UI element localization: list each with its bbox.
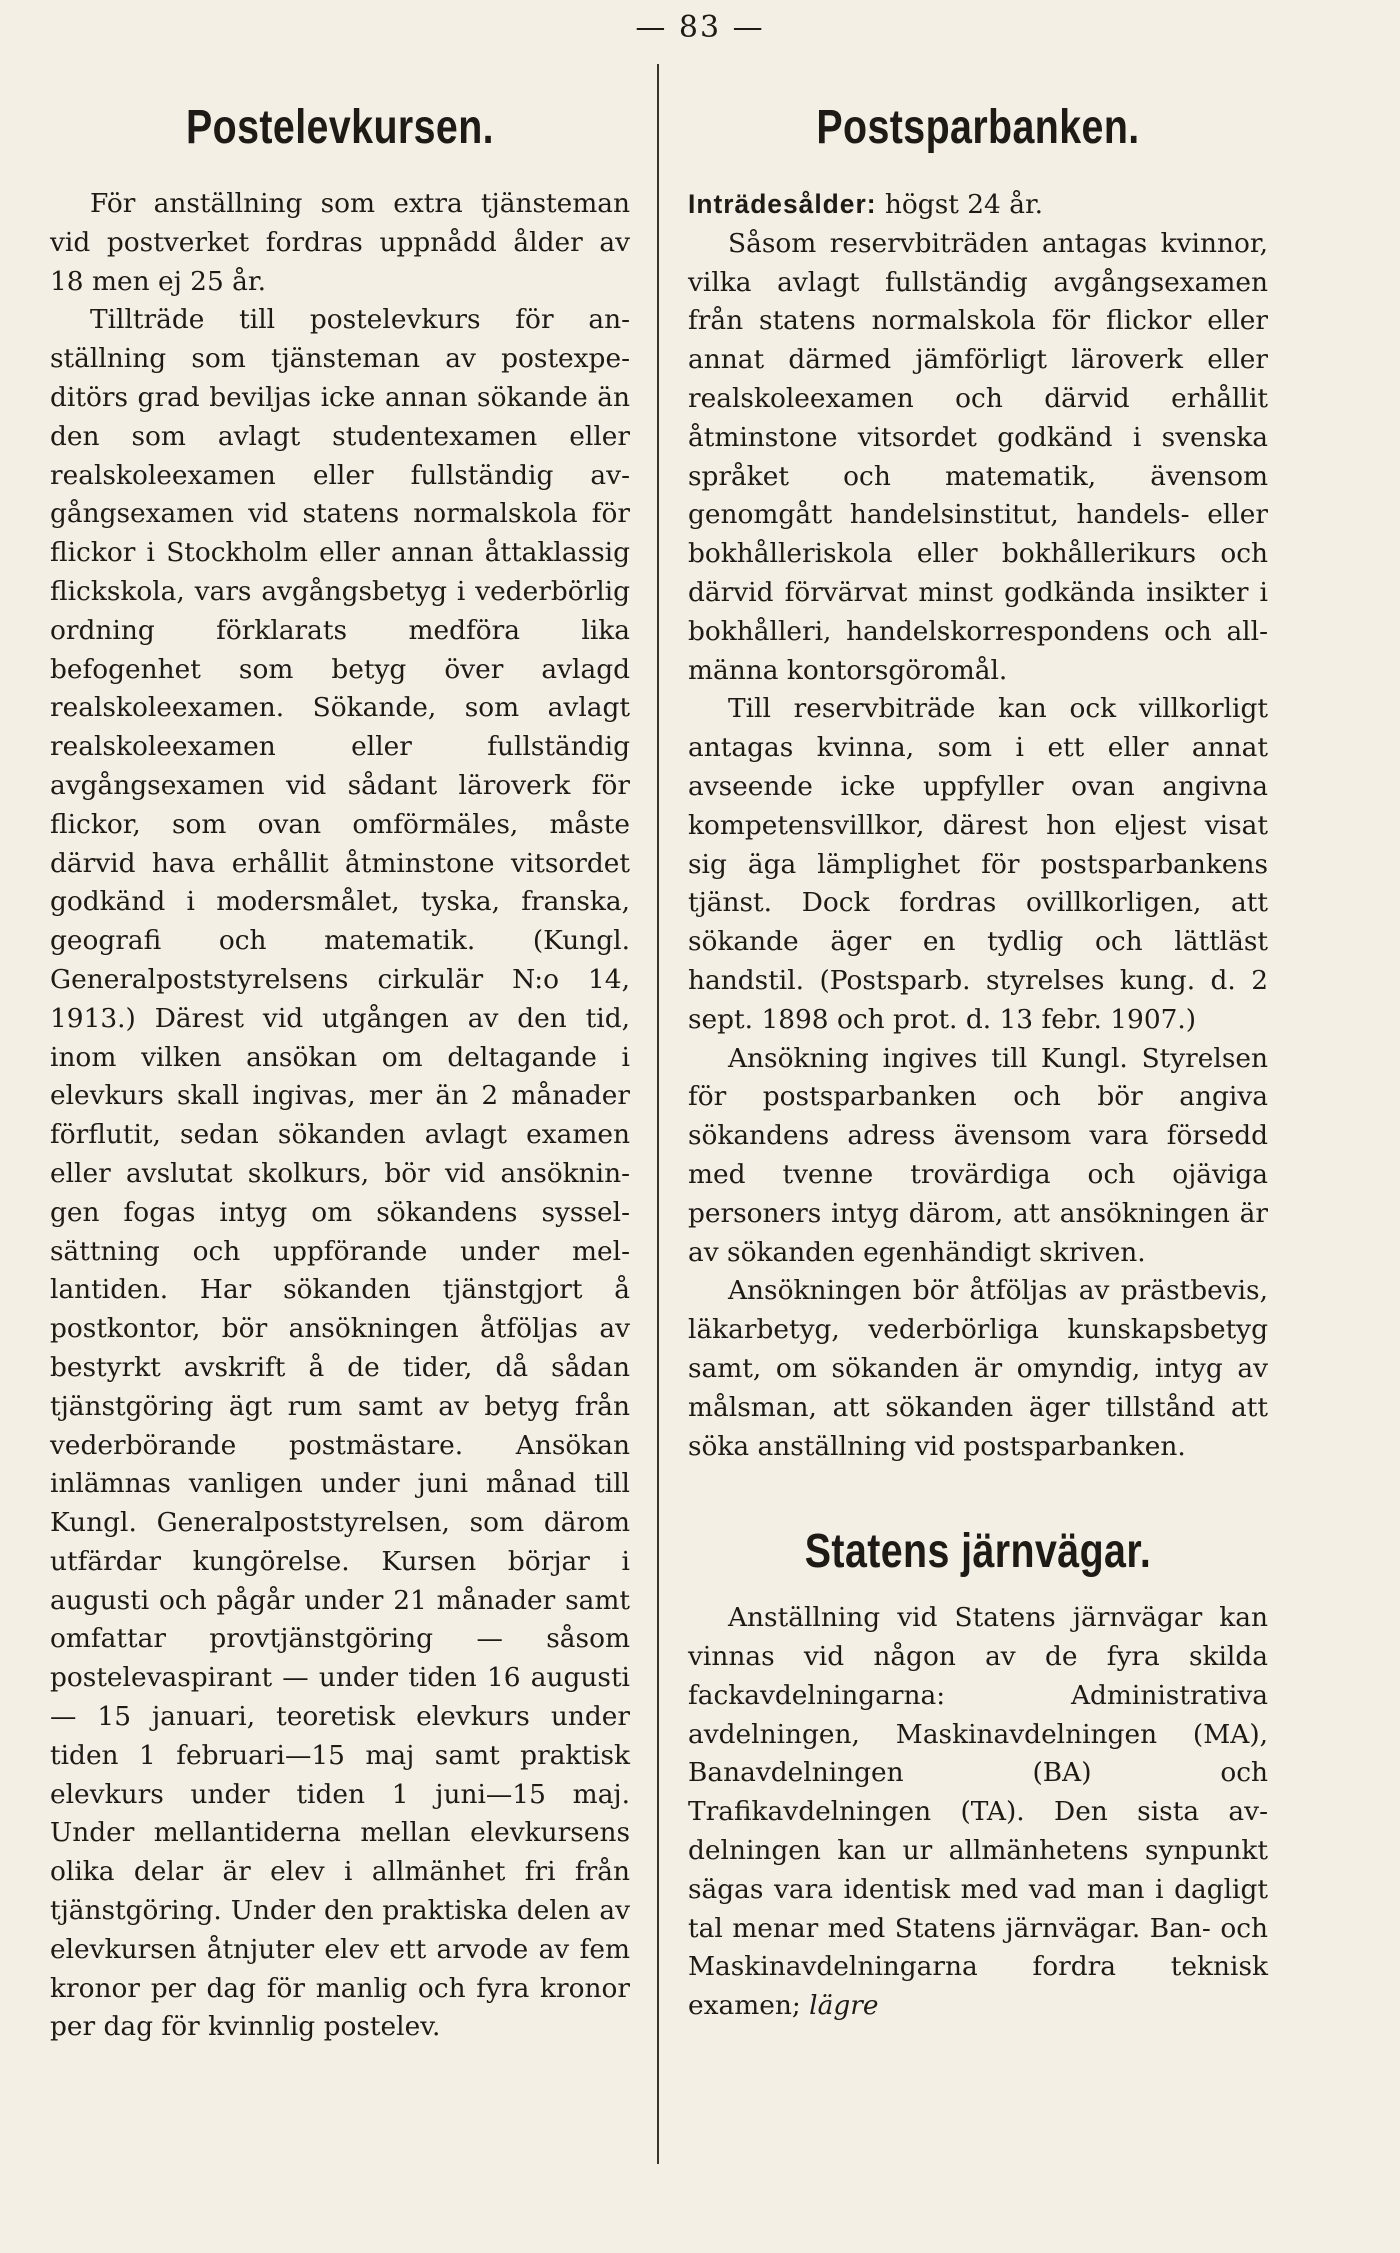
paragraph-railway-employment (688, 1599, 1268, 2026)
paragraph-conditional-admission: Till reservbiträde kan ock villkorligt antagas kvinna, som i ett eller annat avseende icke uppfyller ovan angivna kompetensvillkor, därest hon eljest visat sig äga lämplighet för postsparbankens tjänst. Dock fordras ovillkorligen, att sökande äger en tydlig och lättläst handstil. (Postsparb. styrelses kung. d. 2 sept. 1898 och prot. d. 13 febr. 1907.) (688, 693, 1268, 1035)
paragraph-eligibility: För anställning som extra tjänsteman vid postverket fordras uppnådd ålder av 18 men ej 25 år. (50, 188, 630, 297)
heading-statens-jarnvagar: Statens järnvägar. (804, 1525, 1152, 1579)
left-column (50, 100, 630, 2047)
heading-postelevkursen: Postelevkursen. (185, 101, 495, 154)
paragraph-attachments: Ansökningen bör åtföljas av prästbevis, läkarbetyg, vederbörliga kunskapsbetyg samt, om sökanden är omyndig, intyg av målsman, att sökanden äger tillstånd att söka anställning vid postsparbanken. (688, 1275, 1268, 1462)
paragraph-application: Ansökning ingives till Kungl. Styrelsen för postsparbanken och bör angiva sökandens adress ävensom vara försedd med tvenne trovärdiga och ojäviga personers intyg därom, att ansökningen är av sökanden egenhändigt skriven. (688, 1042, 1268, 1268)
heading-postsparbanken: Postsparbanken. (816, 101, 1140, 154)
paragraph-admission: Tillträde till postelevkurs för anställning som tjänsteman av postexpeditörs grad beviljas icke annan sökande än den som avlagt studentexamen eller realskoleexamen eller fullständig avgångsexamen vid statens normalskola för flickor i Stockholm eller annan åttaklassig flickskola, vars avgångsbetyg i vederbörlig ordning förklarats medföra lika befogenhet som betyg över avlagd realskoleexamen. Sökande, som avlagt realskoleexamen eller fullständig avgångsexamen vid sådant läroverk för flickor, som ovan omförmäles, måste därvid hava erhållit åtminstone vitsordet godkänd i modersmålet, tyska, franska, geografi och matematik. (Kungl. Generalpoststyrelsens cirkulär N:o 14, 1913.) Därest vid utgången av den tid, inom vilken ansökan om deltagande i elevkurs skall ingivas, mer än 2 månader förflutit, sedan sökanden avlagt examen eller avslutat skolkurs, bör vid ansökningen fogas intyg om sökandens sysselsättning och uppförande under mellantiden. Har sökanden tjänstgjort å postkontor, bör ansökningen åtföljas av bestyrkt avskrift å de tider, då sådan tjänstgöring ägt rum samt av betyg från vederbörande postmästare. Ansökan inlämnas vanligen under juni månad till Kungl. Generalpoststyrelsen, som därom utfärdar kungörelse. Kursen börjar i augusti och pågår under 21 månader samt omfattar provtjänstgöring — såsom postelevaspirant — under tiden 16 augusti— 15 januari, teoretisk elevkurs under tiden 1 februari—15 maj samt praktisk elevkurs under tiden 1 juni—15 maj. Under mellantiderna mellan elevkursens olika delar är elev i allmänhet fri från tjänstgöring. Under den praktiska delen av elevkursen åtnjuter elev ett arvode av fem kronor per dag för manlig och fyra kronor per dag för kvinnlig postelev. (50, 304, 630, 2043)
page-number: — 83 — (635, 10, 765, 45)
paragraph-reserve-assistants: Såsom reservbiträden antagas kvinnor, vilka avlagt fullständig avgångsexamen från statens normalskola för flickor eller annat därmed jämförligt läroverk eller realskoleexamen och därvid erhållit åtminstone vitsordet godkänd i svenska språket och matematik, ävensom genomgått handelsinstitut, handels- eller bokhålleriskola eller bokhållerikurs och därvid förvärvat minst godkända insikter i bokhålleri, handelskorrespondens och allmänna kontorsgöromål. (688, 227, 1268, 686)
railway-text-italic: lägre (809, 1990, 879, 2022)
right-column (688, 100, 1268, 2026)
entry-age-value: högst 24 år. (884, 189, 1044, 220)
railway-text: Anställning vid Statens järnvägar kan vinnas vid någon av de fyra skilda fackavdelningarna: Administrativa avdelningen, Maskinavdelningen (MA), Banavdelningen (BA) och Trafikavdelningen (TA). Den sista avdelningen kan ur allmänhetens synpunkt sägas vara identisk med vad man i dagligt tal menar med Statens järnvägar. Ban- och Maskinavdelningarna fordra teknisk examen; (688, 1602, 1268, 2022)
entry-age-label: Inträdesålder: (688, 189, 877, 219)
column-divider (657, 64, 659, 2164)
paragraph-entry-age (688, 185, 1268, 225)
